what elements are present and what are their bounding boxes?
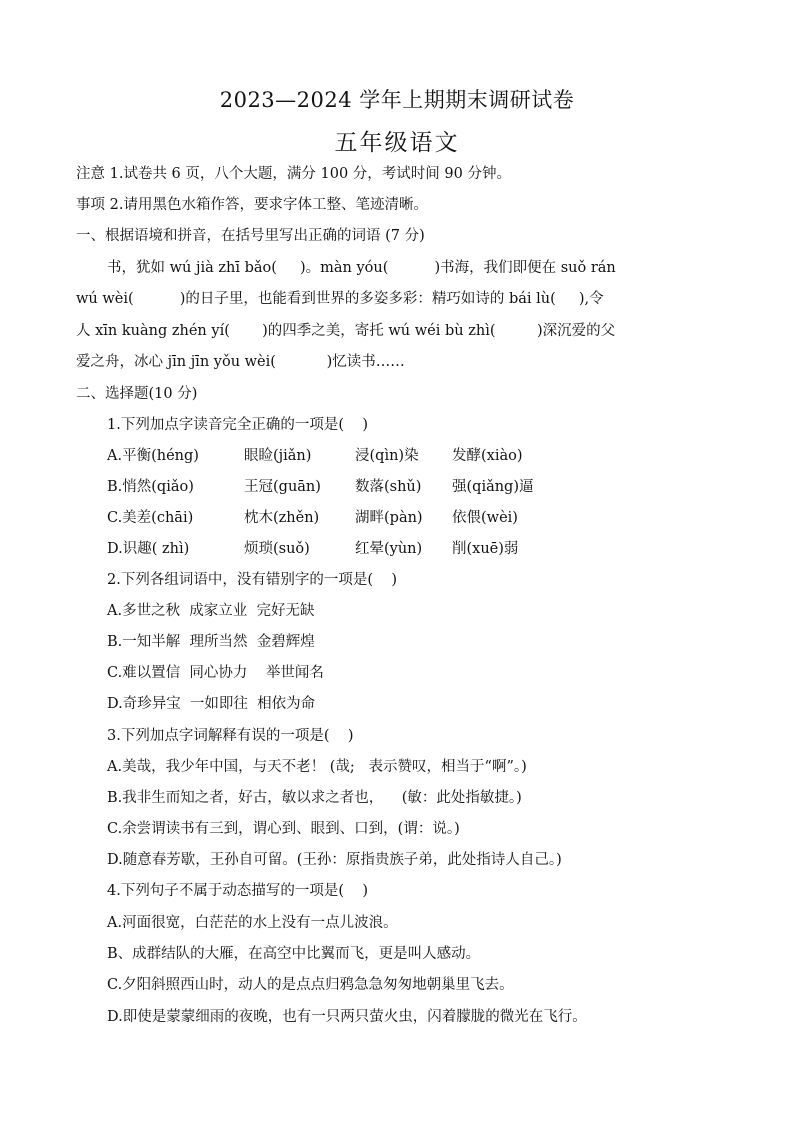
q1-option-item: 削(xuē)弱 — [452, 541, 519, 557]
section1-line-4: 爱之舟，冰心 jīn jīn yǒu wèi( )忆读书…… — [76, 354, 405, 370]
q4-option-b: B、成群结队的大雁，在高空中比翼而飞，更是叫人感动。 — [107, 946, 481, 962]
q1-option-item: 湖畔(pàn) — [355, 510, 423, 526]
q1-option-item: 烦琐(suǒ) — [244, 541, 310, 557]
q3-option-d: D.随意春芳歇，王孙自可留。(王孙：原指贵族子弟，此处指诗人自己。) — [107, 852, 562, 868]
exam-subtitle: 五年级语文 — [334, 130, 460, 156]
q1-option-item: 红晕(yùn) — [355, 541, 423, 557]
section1-line-2: wú wèi( )的日子里，也能看到世界的多姿多彩：精巧如诗的 bái lù( ),令 — [76, 291, 604, 307]
section1-line-1: 书，犹如 wú jià zhī bǎo( )。màn yóu( )书海，我们即便在 suǒ rán — [107, 260, 616, 276]
q3-option-c: C.余尝谓读书有三到，谓心到、眼到、口到，(谓：说。) — [107, 821, 460, 837]
q1-option-item: C.美差(chāi) — [107, 510, 194, 526]
q3-option-a: A.美哉，我少年中国，与天不老！ (哉; 表示赞叹，相当于“啊”。) — [107, 759, 527, 775]
q1-option-item: 依偎(wèi) — [452, 510, 518, 526]
q1-option-item: 数落(shǔ) — [355, 479, 422, 495]
q1-option-item: D.识趣( zhì) — [107, 541, 190, 557]
q3-stem: 3.下列加点字词解释有误的一项是( ) — [107, 728, 354, 744]
q1-option-item: 发酵(xiào) — [452, 448, 523, 464]
q1-option-item: 王冠(guān) — [244, 479, 321, 495]
q4-stem: 4.下列句子不属于动态描写的一项是( ) — [107, 883, 369, 899]
q1-option-item: 枕木(zhěn) — [244, 510, 320, 526]
q4-option-d: D.即使是蒙蒙细雨的夜晚，也有一只两只萤火虫，闪着朦胧的微光在飞行。 — [107, 1009, 587, 1025]
q4-option-a: A.河面很宽，白茫茫的水上没有一点儿波浪。 — [107, 915, 398, 931]
q4-option-c: C.夕阳斜照西山时，动人的是点点归鸦急急匆匆地朝巢里飞去。 — [107, 977, 514, 993]
note-line-1: 注意 1.试卷共 6 页，八个大题，满分 100 分，考试时间 90 分钟。 — [76, 166, 511, 182]
section2-heading: 二、选择题(10 分) — [76, 386, 198, 402]
q2-option-b: B.一知半解 理所当然 金碧辉煌 — [107, 634, 315, 650]
q1-option-item: 浸(qìn)染 — [355, 448, 419, 464]
section1-line-3: 人 xīn kuàng zhén yí( )的四季之美，寄托 wú wéi bù zhì( )深沉爱的父 — [76, 323, 616, 339]
exam-title: 2023—2024 学年上期期末调研试卷 — [219, 88, 575, 112]
q2-option-d: D.奇珍异宝 一如即往 相依为命 — [107, 696, 316, 712]
section1-heading: 一、根据语境和拼音，在括号里写出正确的词语 (7 分) — [76, 228, 425, 244]
q3-option-b: B.我非生而知之者，好古，敏以求之者也， (敏：此处指敏捷。) — [107, 790, 522, 806]
q1-option-item: 强(qiǎng)逼 — [452, 479, 534, 495]
q1-option-item: 眼睑(jiǎn) — [244, 448, 312, 464]
q1-stem: 1.下列加点字读音完全正确的一项是( ) — [107, 417, 369, 433]
q1-option-item: B.悄然(qiǎo) — [107, 479, 194, 495]
q2-option-c: C.难以置信 同心协力 举世闻名 — [107, 665, 324, 681]
q2-stem: 2.下列各组词语中，没有错别字的一项是( ) — [107, 572, 398, 588]
q1-option-item: A.平衡(héng) — [107, 448, 199, 464]
q2-option-a: A.多世之秋 成家立业 完好无缺 — [107, 603, 315, 619]
note-line-2: 事项 2.请用黑色水箱作答，要求字体工整、笔迹清晰。 — [76, 197, 428, 213]
